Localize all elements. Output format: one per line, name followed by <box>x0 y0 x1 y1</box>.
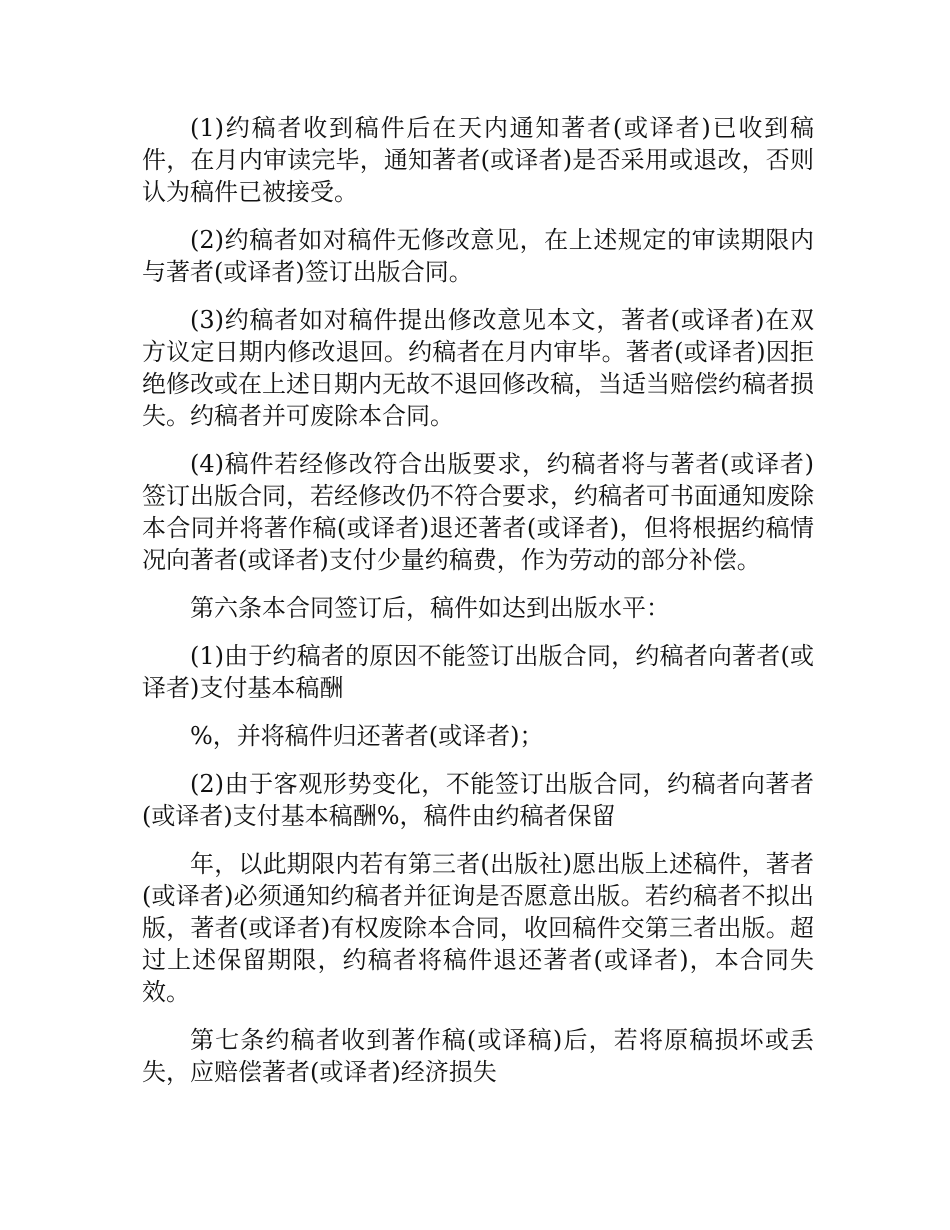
document-body <box>142 112 814 1104</box>
article-6-heading: 第六条本合同签订后，稿件如达到出版水平： <box>190 594 670 622</box>
article-7: 第七条约稿者收到著作稿(或译稿)后，若将原稿损坏或丢失，应赔偿著者(或译者)经济损失 <box>142 1026 814 1086</box>
article-6-item-2-continued: 年，以此期限内若有第三者(出版社)愿出版上述稿件，著者(或译者)必须通知约稿者并征询是否愿意出版。若约稿者不拟出版，著者(或译者)有权废除本合同，收回稿件交第三者出版。超过上述保留期限，约稿者将稿件退还著者(或译者)，本合同失效。 <box>142 850 814 1006</box>
clause-1-review-notice: (1)约稿者收到稿件后在天内通知著者(或译者)已收到稿件，在月内审读完毕，通知著者(或译者)是否采用或退改，否则认为稿件已被接受。 <box>142 114 814 206</box>
clause-3-revision-request: (3)约稿者如对稿件提出修改意见本文，著者(或译者)在双方议定日期内修改退回。约稿者在月内审毕。著者(或译者)因拒绝修改或在上述日期内无故不退回修改稿，当适当赔偿约稿者损失。约稿者并可废除本合同。 <box>142 306 814 430</box>
article-6-item-1-continued: %，并将稿件归还著者(或译者)； <box>190 722 544 750</box>
article-6-item-2: (2)由于客观形势变化，不能签订出版合同，约稿者向著者(或译者)支付基本稿酬%，稿件由约稿者保留 <box>142 770 814 830</box>
clause-4-after-revision: (4)稿件若经修改符合出版要求，约稿者将与著者(或译者)签订出版合同，若经修改仍不符合要求，约稿者可书面通知废除本合同并将著作稿(或译者)退还著者(或译者)，但将根据约稿情况向著者(或译者)支付少量约稿费，作为劳动的部分补偿。 <box>142 450 814 574</box>
clause-2-no-revision: (2)约稿者如对稿件无修改意见，在上述规定的审读期限内与著者(或译者)签订出版合同。 <box>142 226 814 286</box>
article-6-item-1: (1)由于约稿者的原因不能签订出版合同，约稿者向著者(或译者)支付基本稿酬 <box>142 642 814 702</box>
